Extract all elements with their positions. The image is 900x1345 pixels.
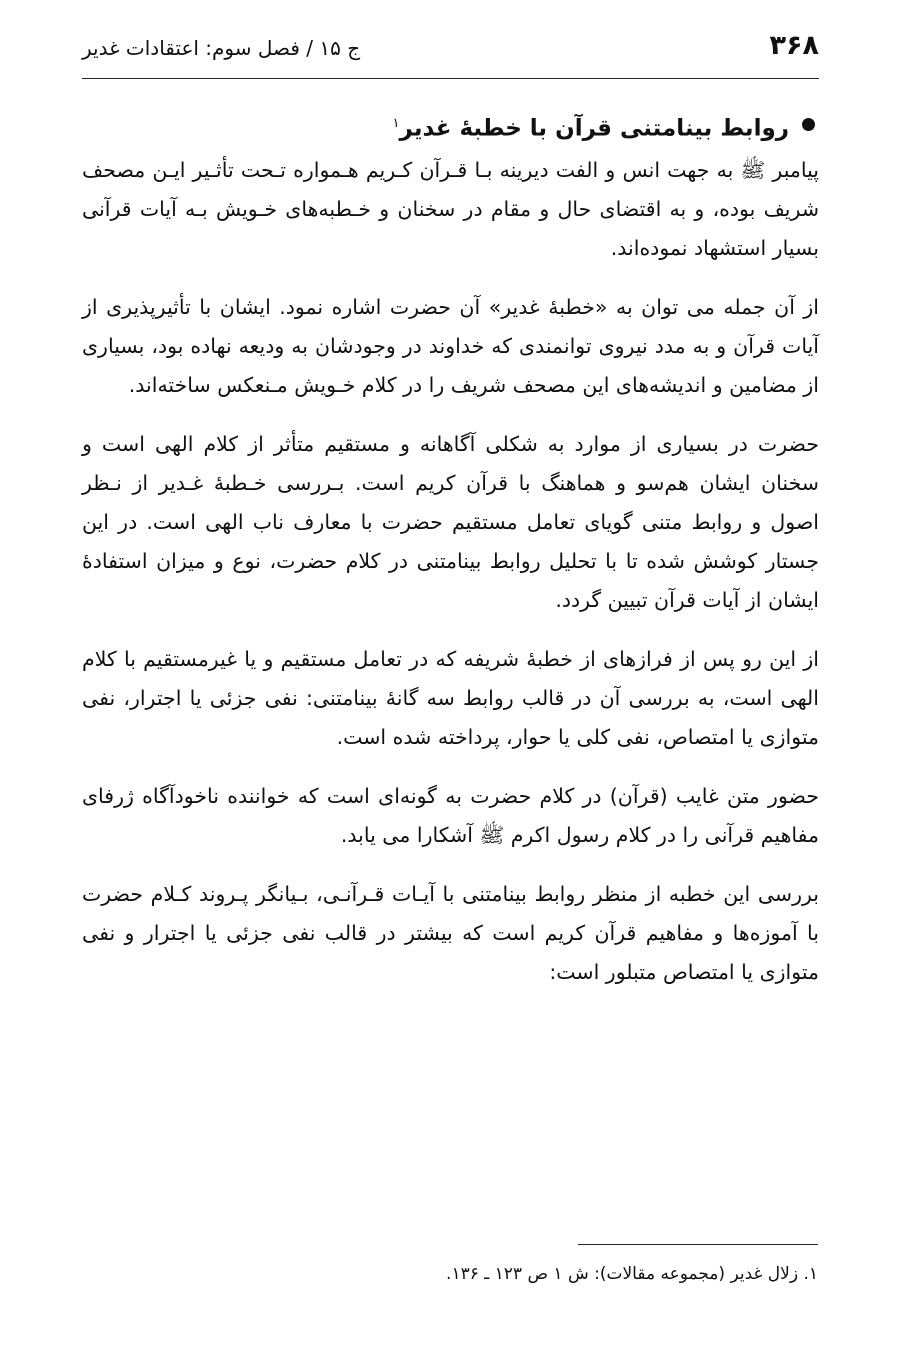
paragraph-5: حضور متن غایب (قرآن) در کلام حضرت به گونه‌ای است که خواننده ناخودآگاه ژرفای مفاهیم قرآنی را در کلام رسول اکرم ﷺ آشکارا می یابد. [82,783,819,847]
paragraph-3: حضرت در بسیاری از موارد به شکلی آگاهانه و مستقیم متأثر از کلام الهی است و سخنان ایشان هم‌سو و هماهنگ با قرآن کریم است. بـررسی خـطبۀ غـدیر از نـظر اصول و روابط متنی گویای تعامل مستقیم حضرت با معارف ناب الهی است. در این جستار کوشش شده تا با تحلیل روابط بینامتنی در کلام حضرت، نوع و میزان استفادۀ ایشان از آیات قرآن تبیین گردد. [82,431,819,612]
paragraph-1: پیامبر ﷺ به جهت انس و الفت دیرینه بـا قـرآن کـریم هـمواره تـحت تأثـیر ایـن مصحف شریف بوده، و به اقتضای حال و مقام در سخنان و خـطبه‌های خـویش بـه آیات قرآنی بسیار استشهاد نموده‌اند. [82,157,819,260]
paragraph-4: از این رو پس از فرازهای از خطبۀ شریفه که در تعامل مستقیم و یا غیرمستقیم با کلام الهی است، به بررسی آن در قالب روابط سه گانۀ بینامتنی: نفی جزئی یا اجترار، نفی متوازی یا امتصاص، نفی کلی یا حوار، پرداخته شده است. [82,646,819,749]
page-number: ۳۶۸ [769,30,819,61]
paragraph-2: از آن جمله می توان به «خطبۀ غدیر» آن حضرت اشاره نمود. ایشان با تأثیرپذیری از آیات قرآن و به مدد نیروی توانمندی که خداوند در وجودشان به ودیعه نهاده بود، بسیاری از مضامین و اندیشه‌های این مصحف شریف را در کلام خـویش مـنعکس ساخته‌اند. [82,294,819,397]
footnote-marker[interactable]: ۱ [392,116,400,131]
bullet-icon [802,118,815,131]
footnote: ۱. زلال غدیر (مجموعه مقالات): ش ۱ ص ۱۲۳ ـ ۱۳۶. [446,1264,818,1284]
running-head: ج ۱۵ / فصل سوم: اعتقادات غدیر [82,36,361,60]
footnote-divider [578,1244,818,1245]
paragraph-6: بررسی این خطبه از منظر روابط بینامتنی با آیـات قـرآنـی، بـیانگر پـروند کـلام حضرت با آموزه‌ها و مفاهیم قرآن کریم است که بیشتر در قالب نفی جزئی یا اجترار و نفی متوازی یا امتصاص متبلور است: [82,881,819,984]
section-heading [82,106,819,147]
section-title-text: روابط بینامتنی قرآن با خطبۀ غدیر [399,115,789,142]
page-body [82,100,819,1012]
page-header [82,22,819,79]
